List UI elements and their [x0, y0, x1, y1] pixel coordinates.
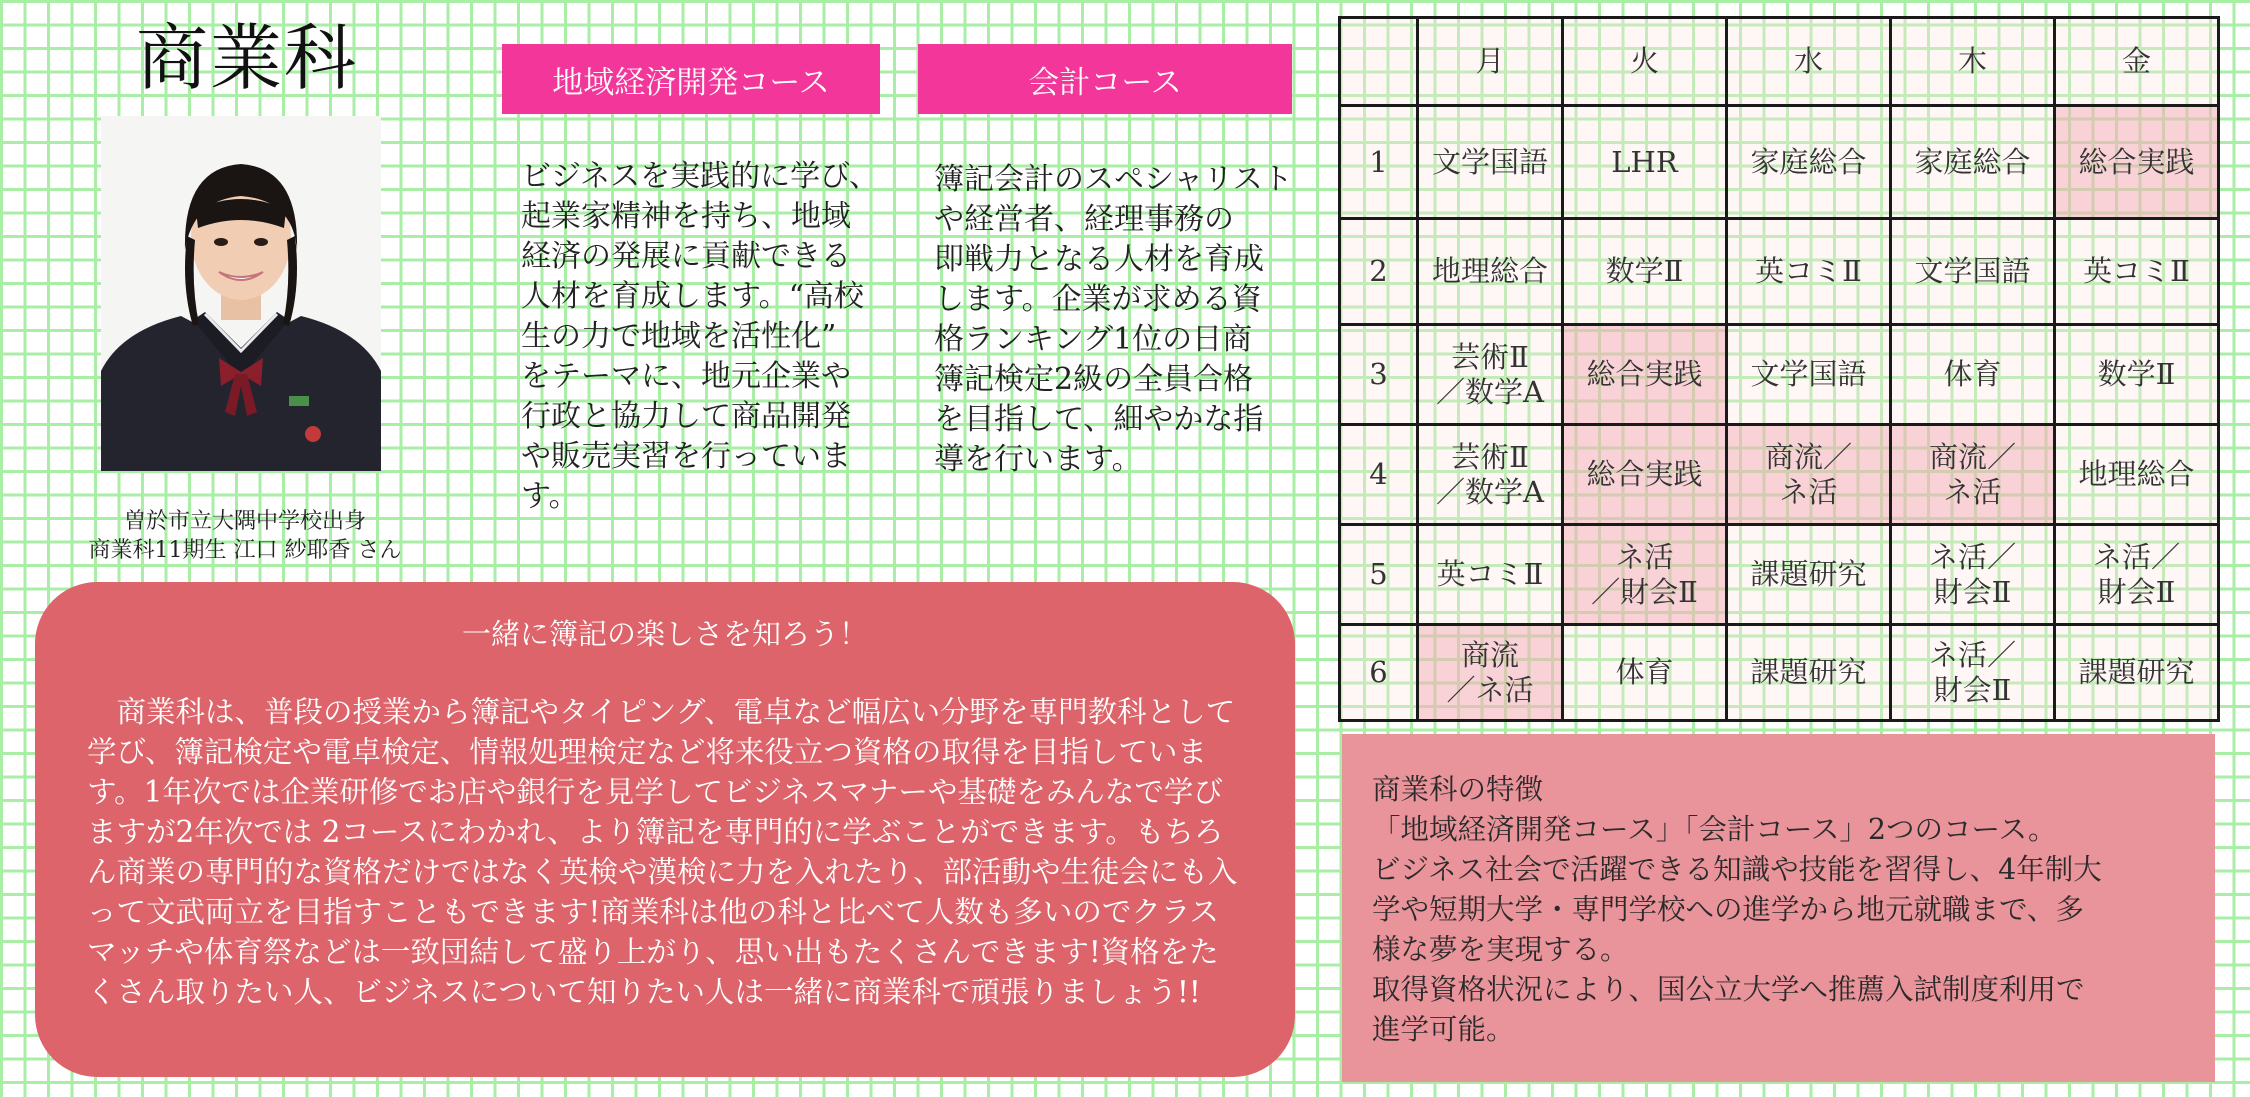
- timetable: [1338, 16, 2220, 722]
- timetable-cell: 芸術Ⅱ ／数学A: [1418, 325, 1563, 425]
- course-line: す。: [521, 479, 579, 514]
- timetable-header-row: [1340, 18, 2219, 106]
- day-header-mon: 月: [1418, 18, 1563, 106]
- timetable-cell: 課題研究: [2055, 625, 2219, 721]
- features-line: 様な夢を実現する。: [1372, 933, 1629, 966]
- timetable-cell: 総合実践: [2055, 106, 2219, 219]
- timetable-cell: 家庭総合: [1891, 106, 2055, 219]
- day-header-wed: 水: [1727, 18, 1891, 106]
- features-heading: 商業科の特徴: [1372, 773, 1544, 806]
- timetable-cell: 課題研究: [1727, 625, 1891, 721]
- timetable-cell: 商流 ／ネ活: [1418, 625, 1563, 721]
- features-line: 「地域経済開発コース」「会計コース」2つのコース。: [1372, 813, 2057, 846]
- course-line: 導を行います。: [934, 442, 1142, 477]
- timetable-cell: 商流／ ネ活: [1727, 425, 1891, 525]
- message-heading: 一緒に簿記の楽しさを知ろう！: [461, 617, 868, 651]
- period-number: 3: [1340, 325, 1418, 425]
- features-line: 取得資格状況により、国公立大学へ推薦入試制度利用で: [1372, 973, 2085, 1006]
- course-line: 簿記検定2級の全員合格: [934, 362, 1254, 397]
- student-photo: [101, 116, 381, 471]
- period-number: 4: [1340, 425, 1418, 525]
- course-tab-accounting: 会計コース: [918, 44, 1292, 114]
- course-line: や経営者、経理事務の: [934, 202, 1234, 237]
- timetable-cell: 数学Ⅱ: [2055, 325, 2219, 425]
- course-line: や販売実習を行っていま: [521, 439, 851, 474]
- timetable-cell: 英コミⅡ: [1418, 525, 1563, 625]
- features-text: [1372, 770, 2195, 1050]
- message-body: 商業科は、普段の授業から簿記やタイピング、電卓など幅広い分野を専門教科として学び、簿記検定や電卓検定、情報処理検定など将来役立つ資格の取得を目指しています。1年次では企業研修でお店や銀行を見学してビジネスマナーや基礎をみんなで学びますが2年次では 2コースにわかれ、より簿記を専門的に学ぶことができます。もちろん商業の専門的な資格だけではなく英検や漢検に力を入れたり、部活動や生徒会にも入って文武両立を目指すこともできます!商業科は他の科と比べて人数も多いのでクラスマッチや体育祭などは一致団結して盛り上がり、思い出もたくさんできます!資格をたくさん取りたい人、ビジネスについて知りたい人は一緒に商業科で頑張りましょう!!: [87, 695, 1238, 1009]
- timetable-cell: 英コミⅡ: [1727, 219, 1891, 325]
- period-number: 6: [1340, 625, 1418, 721]
- timetable-cell: 商流／ ネ活: [1891, 425, 2055, 525]
- student-name: 商業科11期生 江口 紗耶香 さん: [88, 538, 402, 563]
- course-line: 経済の発展に貢献できる: [521, 239, 851, 274]
- course-line: 即戦力となる人材を育成: [934, 242, 1264, 277]
- timetable-cell: 文学国語: [1891, 219, 2055, 325]
- course-line: 生の力で地域を活性化”: [521, 319, 837, 354]
- timetable-cell: 家庭総合: [1727, 106, 1891, 219]
- course-line: 格ランキング1位の日商: [934, 322, 1253, 357]
- timetable-cell: 総合実践: [1563, 325, 1727, 425]
- timetable-cell: 課題研究: [1727, 525, 1891, 625]
- timetable-cell: ネ活／ 財会Ⅱ: [2055, 525, 2219, 625]
- student-school: 曽於市立大隅中学校出身: [123, 509, 366, 534]
- table-row: [1340, 106, 2219, 219]
- timetable-cell: LHR: [1563, 106, 1727, 219]
- course-description-regional-economy: [521, 157, 901, 517]
- features-box: [1342, 734, 2215, 1082]
- timetable-cell: 英コミⅡ: [2055, 219, 2219, 325]
- day-header-thu: 木: [1891, 18, 2055, 106]
- timetable-cell: 芸術Ⅱ ／数学A: [1418, 425, 1563, 525]
- table-row: [1340, 219, 2219, 325]
- table-row: [1340, 525, 2219, 625]
- course-line: を目指して、細やかな指: [934, 402, 1264, 437]
- day-header-tue: 火: [1563, 18, 1727, 106]
- timetable-cell: 体育: [1563, 625, 1727, 721]
- message-box: [35, 582, 1295, 1077]
- period-number: 1: [1340, 106, 1418, 219]
- course-line: 行政と協力して商品開発: [521, 399, 851, 434]
- day-header-fri: 金: [2055, 18, 2219, 106]
- period-number: 2: [1340, 219, 1418, 325]
- course-line: ビジネスを実践的に学び、: [521, 159, 879, 194]
- table-row: [1340, 625, 2219, 721]
- timetable-cell: ネ活／ 財会Ⅱ: [1891, 625, 2055, 721]
- timetable-cell: 文学国語: [1727, 325, 1891, 425]
- table-row: [1340, 325, 2219, 425]
- timetable-cell: 地理総合: [2055, 425, 2219, 525]
- timetable-cell: 文学国語: [1418, 106, 1563, 219]
- page-title: 商業科: [136, 16, 359, 100]
- period-number: 5: [1340, 525, 1418, 625]
- course-line: します。企業が求める資: [934, 282, 1262, 317]
- timetable-cell: ネ活 ／財会Ⅱ: [1563, 525, 1727, 625]
- timetable-cell: 総合実践: [1563, 425, 1727, 525]
- course-description-accounting: [934, 160, 1314, 480]
- timetable-cell: 体育: [1891, 325, 2055, 425]
- timetable-cell: 地理総合: [1418, 219, 1563, 325]
- timetable-cell: 数学Ⅱ: [1563, 219, 1727, 325]
- course-tab-regional-economy: 地域経済開発コース: [502, 44, 880, 114]
- timetable-cell: ネ活／ 財会Ⅱ: [1891, 525, 2055, 625]
- course-line: 起業家精神を持ち、地域: [521, 199, 851, 234]
- course-line: をテーマに、地元企業や: [521, 359, 851, 394]
- features-line: 学や短期大学・専門学校への進学から地元就職まで、多: [1372, 893, 2084, 926]
- features-line: ビジネス社会で活躍できる知識や技能を習得し、4年制大: [1372, 853, 2102, 886]
- table-row: [1340, 425, 2219, 525]
- course-line: 簿記会計のスペシャリスト: [934, 162, 1293, 197]
- course-line: 人材を育成します。“高校: [521, 279, 864, 314]
- timetable-corner: [1340, 18, 1418, 106]
- features-line: 進学可能。: [1372, 1013, 1515, 1046]
